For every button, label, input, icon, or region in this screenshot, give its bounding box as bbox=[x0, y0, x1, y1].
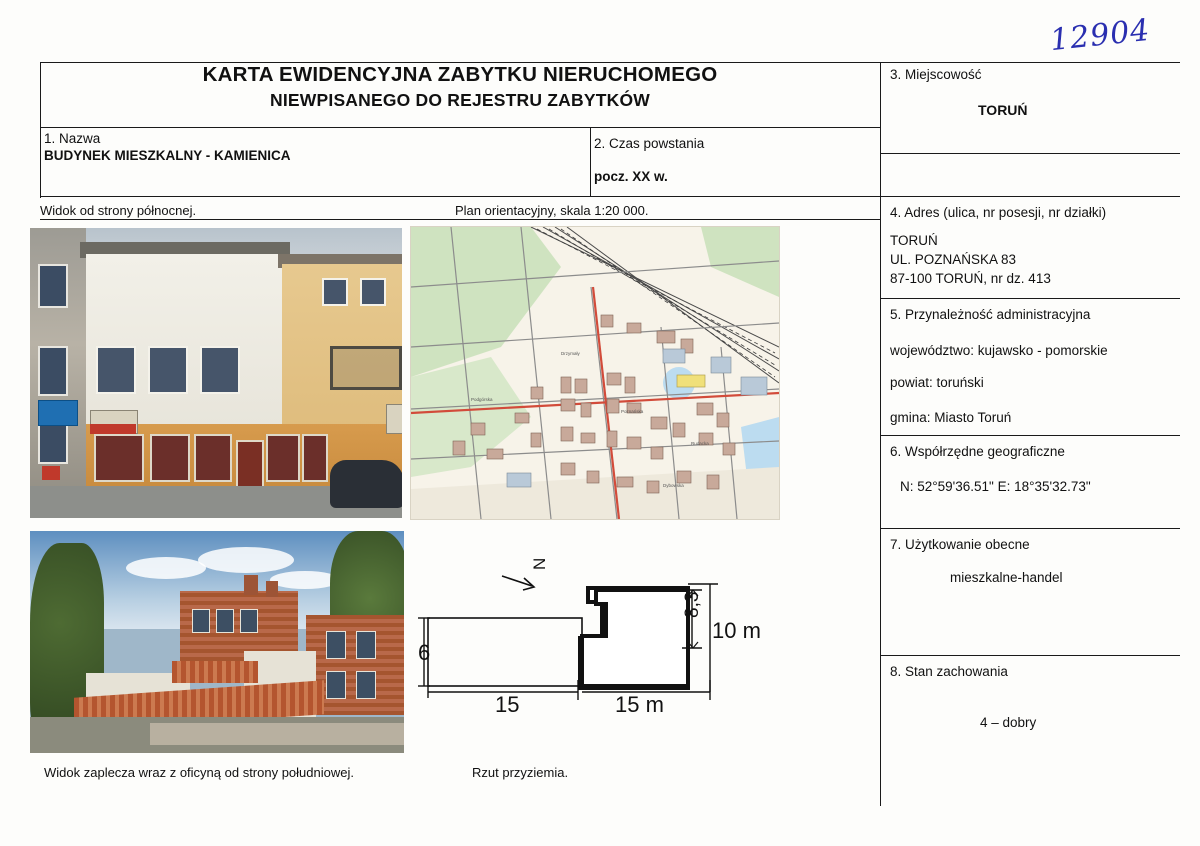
plan-dimension-left: 6 bbox=[418, 640, 431, 665]
plan-svg bbox=[410, 540, 870, 755]
ground-floor-plan bbox=[410, 540, 870, 755]
caption-top-photo: Widok od strony północnej. bbox=[40, 203, 197, 218]
field-1-label: 1. Nazwa bbox=[44, 131, 101, 146]
caption-bottom-photo: Widok zaplecza wraz z oficyną od strony południowej. bbox=[44, 765, 354, 780]
title-line-1: KARTA EWIDENCYJNA ZABYTKU NIERUCHOMEGO bbox=[202, 63, 718, 86]
photo-south-rear bbox=[30, 531, 404, 753]
rule-f7-bottom bbox=[880, 655, 1180, 656]
field-7-label: 7. Użytkowanie obecne bbox=[890, 537, 1030, 552]
plan-dimension-bottom-right: 15 m bbox=[615, 692, 664, 717]
orientation-map bbox=[410, 226, 780, 520]
rule-f3-bottom bbox=[880, 153, 1180, 154]
svg-text:Poznańska: Poznańska bbox=[621, 409, 644, 414]
rule-field2-left bbox=[590, 127, 591, 196]
rule-right-column bbox=[880, 62, 881, 806]
title-line-2: NIEWPISANEGO DO REJESTRU ZABYTKÓW bbox=[270, 89, 650, 110]
field-4-line-2: UL. POZNAŃSKA 83 bbox=[890, 252, 1017, 267]
field-8-label: 8. Stan zachowania bbox=[890, 664, 1008, 679]
plan-dimension-right-inner: 8,3 bbox=[682, 591, 703, 618]
photo-north-facade bbox=[30, 228, 402, 518]
caption-map: Plan orientacyjny, skala 1:20 000. bbox=[455, 203, 649, 218]
svg-text:Dybowska: Dybowska bbox=[663, 483, 684, 488]
field-8-value: 4 – dobry bbox=[980, 715, 1037, 730]
rule-title-bottom bbox=[40, 127, 880, 128]
field-6-label: 6. Współrzędne geograficzne bbox=[890, 444, 1065, 459]
rule-f5-bottom bbox=[880, 435, 1180, 436]
field-5-label: 5. Przynależność administracyjna bbox=[890, 307, 1091, 322]
field-4-label: 4. Adres (ulica, nr posesji, nr działki) bbox=[890, 205, 1107, 220]
svg-text:Podgórska: Podgórska bbox=[471, 397, 493, 402]
svg-text:Rudacka: Rudacka bbox=[691, 441, 709, 446]
field-4-line-1: TORUŃ bbox=[890, 233, 938, 248]
rule-field12-bottom bbox=[40, 196, 1180, 197]
field-7-value: mieszkalne-handel bbox=[950, 570, 1063, 585]
field-2-label: 2. Czas powstania bbox=[594, 136, 705, 151]
rule-caption-bottom bbox=[40, 219, 880, 220]
caption-plan: Rzut przyziemia. bbox=[472, 765, 569, 780]
field-5-line-2: powiat: toruński bbox=[890, 375, 984, 390]
field-5-line-1: województwo: kujawsko - pomorskie bbox=[890, 343, 1108, 358]
field-1-value: BUDYNEK MIESZKALNY - KAMIENICA bbox=[44, 148, 291, 163]
field-2-value: pocz. XX w. bbox=[594, 169, 668, 184]
document-title bbox=[40, 62, 880, 111]
rule-f4-bottom bbox=[880, 298, 1180, 299]
field-4-line-3: 87-100 TORUŃ, nr dz. 413 bbox=[890, 271, 1051, 286]
svg-text:Drzymały: Drzymały bbox=[561, 351, 580, 356]
field-5-line-3: gmina: Miasto Toruń bbox=[890, 410, 1012, 425]
field-3-value: TORUŃ bbox=[978, 102, 1028, 118]
north-arrow-label: N bbox=[530, 557, 549, 570]
handwritten-catalog-number: 12904 bbox=[1048, 12, 1152, 59]
field-3-label: 3. Miejscowość bbox=[890, 67, 982, 82]
field-6-value: N: 52°59'36.51" E: 18°35'32.73" bbox=[900, 479, 1091, 494]
plan-dimension-right-outer: 10 m bbox=[712, 618, 761, 643]
plan-dimension-bottom-left: 15 bbox=[495, 692, 520, 717]
map-svg bbox=[411, 227, 779, 519]
rule-f6-bottom bbox=[880, 528, 1180, 529]
